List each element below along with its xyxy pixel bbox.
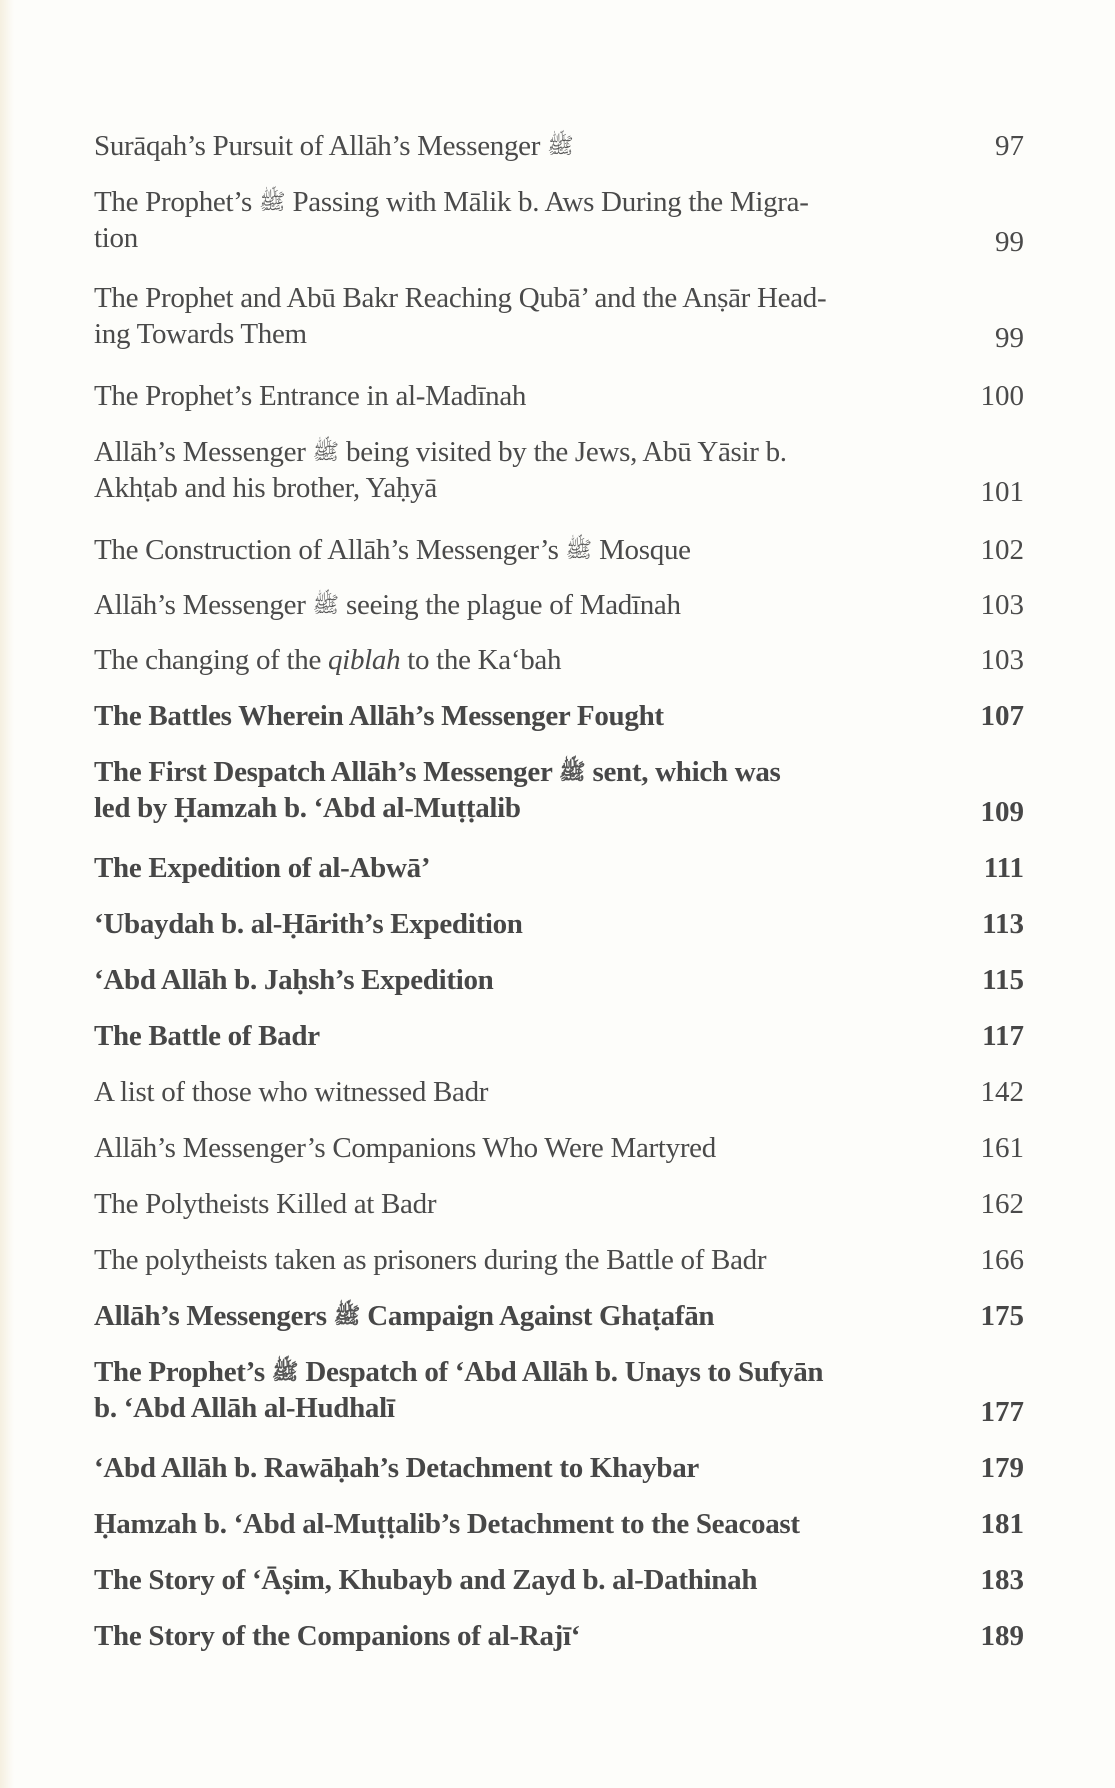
toc-entry-title: ‘Ubaydah b. al-Ḥārith’s Expedition [94, 908, 523, 940]
toc-page-number: 109 [980, 796, 1024, 828]
toc-page-number: 177 [980, 1396, 1024, 1428]
toc-page-number: 100 [980, 380, 1024, 412]
toc-entry-title: Ḥamzah b. ‘Abd al-Muṭṭalib’s Detachment to the Seacoast [94, 1508, 800, 1540]
toc-page-number: 179 [980, 1452, 1024, 1484]
toc-page-number: 162 [980, 1188, 1024, 1220]
toc-page-number: 99 [995, 226, 1024, 258]
toc-entry-title: The Prophet’s Entrance in al-Madīnah [94, 380, 527, 412]
salawat-icon: ﷺ [333, 1303, 361, 1328]
toc-page-number: 181 [980, 1508, 1024, 1540]
toc-entry-title: The polytheists taken as prisoners during the Battle of Badr [94, 1244, 767, 1276]
toc-entry-title: ‘Abd Allāh b. Rawāḥah’s Detachment to Khaybar [94, 1452, 699, 1484]
toc-page-number: 103 [980, 589, 1024, 621]
toc-page-number: 111 [983, 852, 1024, 884]
toc-page-number: 161 [980, 1132, 1024, 1164]
toc-page-number: 115 [982, 964, 1024, 996]
toc-page-number: 99 [995, 322, 1024, 354]
toc-entry-title: The Polytheists Killed at Badr [94, 1188, 437, 1220]
salawat-icon: ﷺ [312, 592, 340, 617]
toc-page-number: 107 [980, 700, 1024, 732]
salawat-icon: ﷺ [258, 189, 286, 214]
salawat-icon: ﷺ [565, 537, 593, 562]
toc-page-number: 166 [980, 1244, 1024, 1276]
toc-entry-title: The Prophet and Abū Bakr Reaching Qubā’ and the Anṣār Head- ing Towards Them [94, 282, 827, 350]
toc-entry-title: Surāqah’s Pursuit of Allāh’s Messenger ﷺ [94, 130, 574, 162]
toc-page-number: 101 [980, 476, 1024, 508]
salawat-icon: ﷺ [271, 1359, 299, 1384]
toc-entry-title: Allāh’s Messenger ﷺ being visited by the Jews, Abū Yāsir b. Akhṭab and his brother, Yaḥyā [94, 436, 787, 504]
toc-page-number: 97 [995, 130, 1024, 162]
toc-page-number: 142 [980, 1076, 1024, 1108]
toc-entry-title: Allāh’s Messenger’s Companions Who Were Martyred [94, 1132, 716, 1164]
toc-page-number: 103 [980, 644, 1024, 676]
toc-entry-title: The Story of the Companions of al-Rajī‘ [94, 1620, 581, 1652]
toc-entry-title: Allāh’s Messenger ﷺ seeing the plague of Madīnah [94, 589, 681, 621]
salawat-icon: ﷺ [558, 759, 586, 784]
toc-entry-title: The Story of ‘Āṣim, Khubayb and Zayd b. al-Dathinah [94, 1564, 758, 1596]
toc-entry-title: The changing of the qiblah to the Ka‘bah [94, 644, 562, 676]
toc-entry-title: The Expedition of al-Abwā’ [94, 852, 431, 884]
toc-page-number: 113 [982, 908, 1024, 940]
toc-page-number: 183 [980, 1564, 1024, 1596]
salawat-icon: ﷺ [312, 439, 340, 464]
toc-entry-title: The Construction of Allāh’s Messenger’s ﷺ Mosque [94, 534, 691, 566]
toc-page-number: 189 [980, 1620, 1024, 1652]
toc-entry-title: The Battles Wherein Allāh’s Messenger Fought [94, 700, 664, 732]
toc-entry-title: A list of those who witnessed Badr [94, 1076, 489, 1108]
toc-page-number: 117 [982, 1020, 1024, 1052]
toc-entry-title: The Battle of Badr [94, 1020, 320, 1052]
toc-entry-title: The First Despatch Allāh’s Messenger ﷺ sent, which was led by Ḥamzah b. ‘Abd al-Muṭṭalib [94, 756, 781, 824]
toc-entry-title: Allāh’s Messengers ﷺ Campaign Against Ghaṭafān [94, 1300, 715, 1332]
toc-entry-title: The Prophet’s ﷺ Passing with Mālik b. Aws During the Migra- tion [94, 186, 809, 254]
toc-entry-title: ‘Abd Allāh b. Jaḥsh’s Expedition [94, 964, 494, 996]
toc-entry-title: The Prophet’s ﷺ Despatch of ‘Abd Allāh b. Unays to Sufyān b. ‘Abd Allāh al-Hudhalī [94, 1356, 824, 1424]
toc-page-number: 102 [980, 534, 1024, 566]
salawat-icon: ﷺ [547, 133, 574, 158]
toc-page-number: 175 [980, 1300, 1024, 1332]
